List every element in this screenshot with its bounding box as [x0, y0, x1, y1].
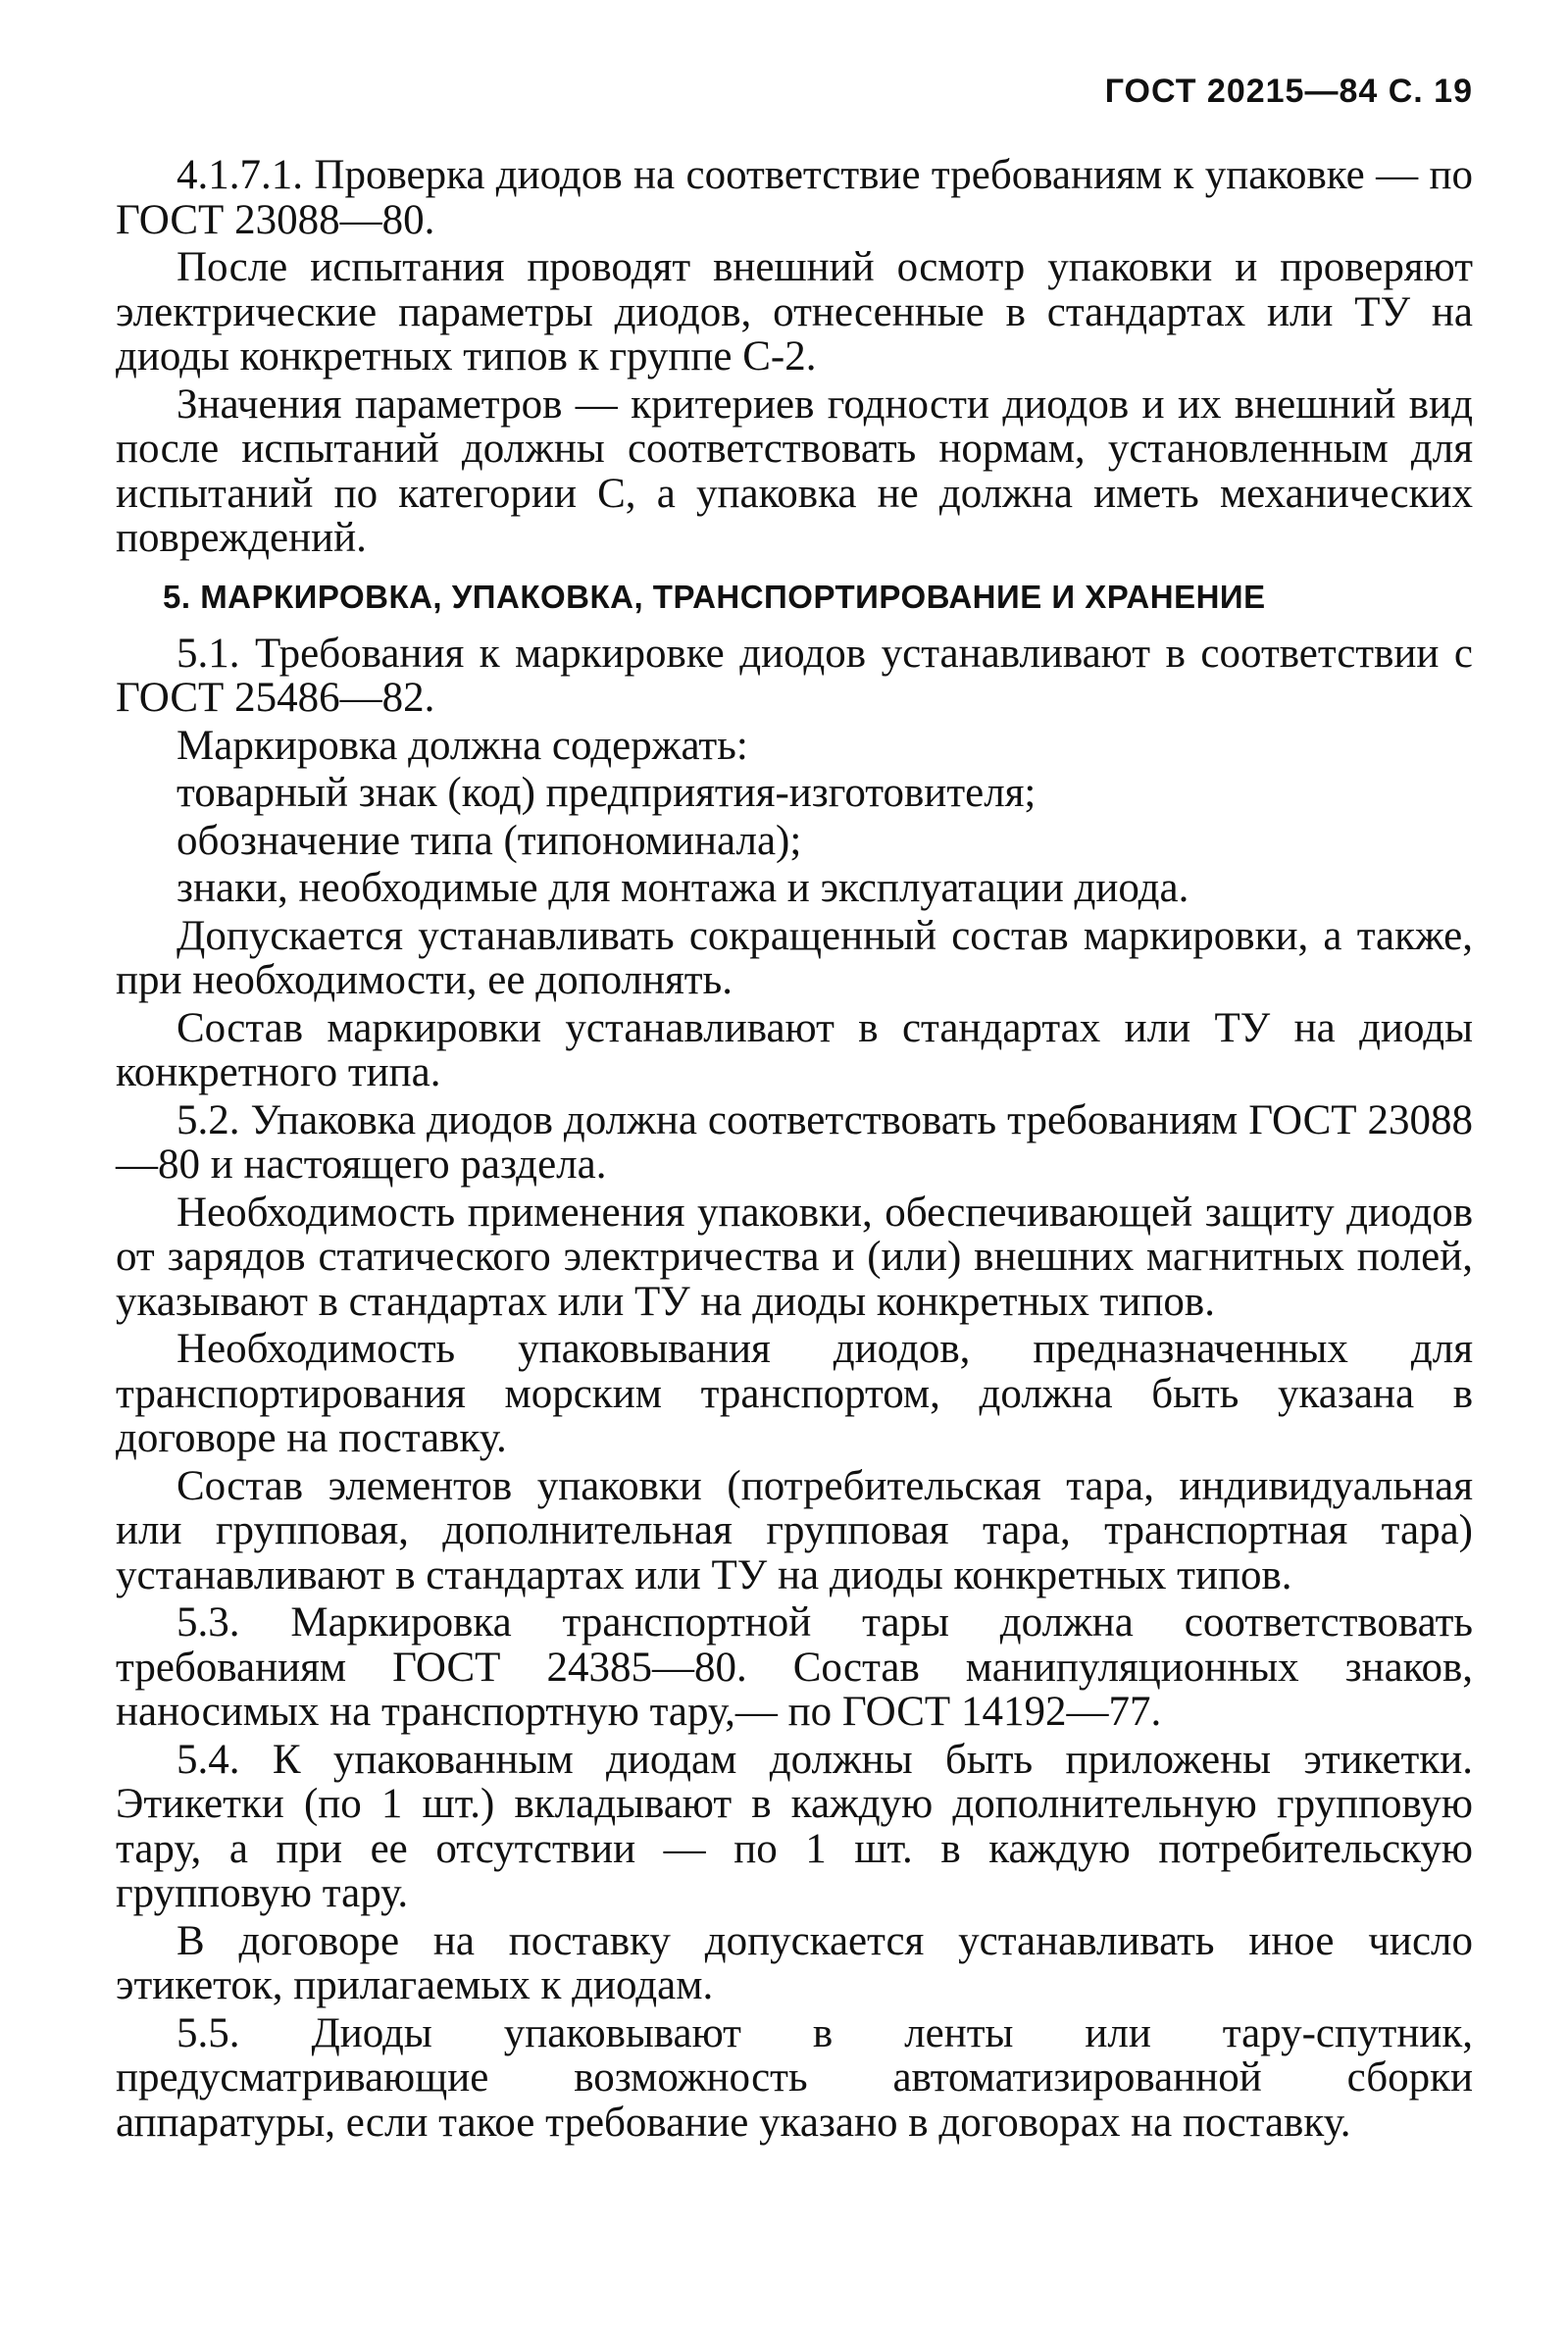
- paragraph: После испытания проводят внешний осмотр упаковки и проверяют электрические параметры диодов, отнесенные в стандартах или ТУ на диоды конкретных типов к группе С-2.: [116, 244, 1473, 380]
- paragraph: 4.1.7.1. Проверка диодов на соответствие требованиям к упаковке — по ГОСТ 23088—80.: [116, 152, 1473, 243]
- page-header: ГОСТ 20215—84 С. 19: [1104, 73, 1473, 110]
- paragraph: 5.4. К упакованным диодам должны быть приложены этикетки. Этикетки (по 1 шт.) вкладывают в каждую дополнительную групповую тару, а при ее отсутствии — по 1 шт. в каждую потребительскую групповую тару.: [116, 1736, 1473, 1916]
- paragraph: В договоре на поставку допускается устанавливать иное число этикеток, прилагаемых к диодам.: [116, 1917, 1473, 2008]
- paragraph: Значения параметров — критериев годности диодов и их внешний вид после испытаний должны соответствовать нормам, установленным для испытаний по категории С, а упаковка не должна иметь механических повреждений.: [116, 380, 1473, 561]
- paragraph: 5.3. Маркировка транспортной тары должна соответствовать требованиям ГОСТ 24385—80. Состав манипуляционных знаков, наносимых на транспортную тару,— по ГОСТ 14192—77.: [116, 1599, 1473, 1735]
- section-heading: 5. МАРКИРОВКА, УПАКОВКА, ТРАНСПОРТИРОВАНИЕ И ХРАНЕНИЕ: [163, 578, 1266, 615]
- paragraph: 5.1. Требования к маркировке диодов устанавливают в соответствии с ГОСТ 25486—82.: [116, 630, 1473, 721]
- paragraph: Необходимость упаковывания диодов, предназначенных для транспортирования морским транспортом, должна быть указана в договоре на поставку.: [116, 1326, 1473, 1461]
- list-item: знаки, необходимые для монтажа и эксплуатации диода.: [177, 865, 1189, 911]
- paragraph: Состав маркировки устанавливают в стандартах или ТУ на диоды конкретного типа.: [116, 1004, 1473, 1095]
- document-body: [116, 153, 1473, 2145]
- list-item: обозначение типа (типономинала);: [177, 817, 802, 864]
- paragraph: Маркировка должна содержать:: [177, 722, 748, 769]
- paragraph: 5.5. Диоды упаковывают в ленты или тару-спутник, предусматривающие возможность автоматизированной сборки аппаратуры, если такое требование указано в договорах на поставку.: [116, 2009, 1473, 2146]
- paragraph: 5.2. Упаковка диодов должна соответствовать требованиям ГОСТ 23088—80 и настоящего раздела.: [116, 1096, 1473, 1188]
- paragraph: Необходимость применения упаковки, обеспечивающей защиту диодов от зарядов статического электричества и (или) внешних магнитных полей, указывают в стандартах или ТУ на диоды конкретных типов.: [116, 1189, 1473, 1325]
- document-page: [116, 73, 1473, 2148]
- paragraph: Состав элементов упаковки (потребительская тара, индивидуальная или групповая, дополнительная групповая тара, транспортная тара) устанавливают в стандартах или ТУ на диоды конкретных типов.: [116, 1462, 1473, 1598]
- paragraph: Допускается устанавливать сокращенный состав маркировки, а также, при необходимости, ее дополнять.: [116, 912, 1473, 1003]
- list-item: товарный знак (код) предприятия-изготовителя;: [177, 770, 1037, 816]
